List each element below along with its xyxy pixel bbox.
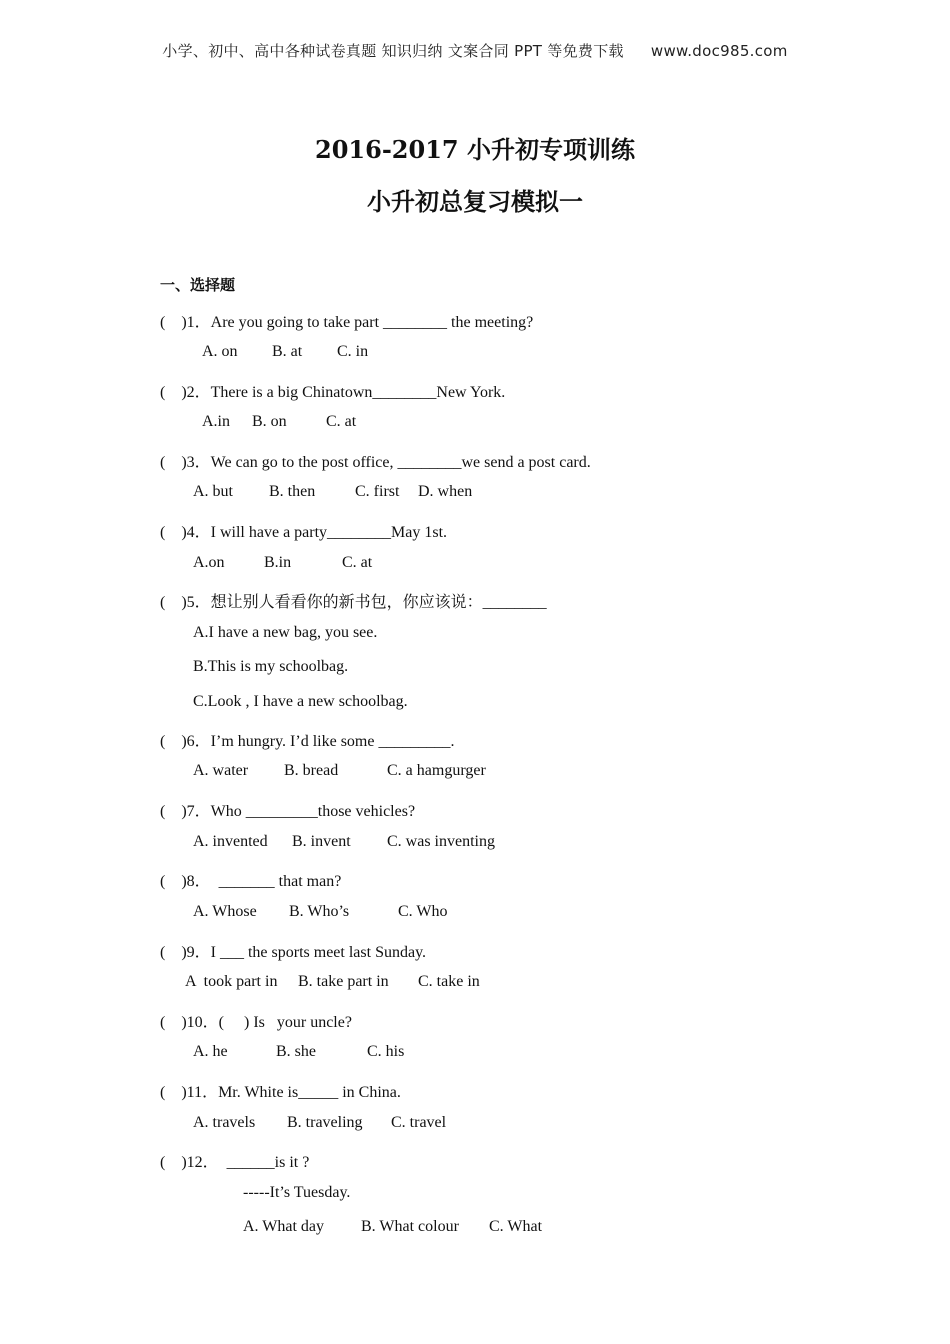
question-12-option: B. What colour: [361, 1218, 459, 1235]
question-11-option: A. travels: [193, 1114, 256, 1131]
doc-title: 2016-2017 小升初专项训练: [315, 135, 635, 164]
question-3: ( )3．We can go to the post office, ________we send a post card.: [160, 454, 591, 471]
question-6: ( )6．I’m hungry. I’d like some _________.: [160, 733, 455, 750]
question-8: ( )8． _______ that man?: [160, 873, 342, 890]
question-2: ( )2．There is a big Chinatown________New York.: [160, 384, 506, 401]
doc-subtitle: 小升初总复习模拟一: [367, 187, 583, 216]
question-5-option: B.This is my schoolbag.: [193, 658, 349, 675]
question-12: ( )12． ______is it ?: [160, 1154, 310, 1171]
question-4-option: A.on: [193, 554, 225, 571]
question-3-option: D. when: [418, 483, 473, 500]
question-12-answer-line: -----It’s Tuesday.: [243, 1184, 351, 1201]
question-3-option: C. first: [355, 483, 400, 500]
question-5-option: A.I have a new bag, you see.: [193, 624, 378, 641]
question-1-option: A. on: [202, 343, 238, 360]
question-10-option: A. he: [193, 1043, 228, 1060]
question-11-option: B. traveling: [287, 1114, 363, 1131]
header-site: www.doc985.com: [650, 42, 788, 60]
question-1: ( )1．Are you going to take part ________ the meeting?: [160, 314, 534, 331]
question-10: ( )10．( ) Is your uncle?: [160, 1014, 352, 1031]
question-10-option: B. she: [276, 1043, 316, 1060]
question-7: ( )7．Who _________those vehicles?: [160, 803, 416, 820]
question-8-option: C. Who: [398, 903, 448, 920]
page-header: [0, 40, 950, 61]
question-6-option: B. bread: [284, 762, 339, 779]
question-11: ( )11．Mr. White is_____ in China.: [160, 1084, 401, 1101]
question-4-option: B.in: [264, 554, 292, 571]
question-7-option: B. invent: [292, 833, 351, 850]
question-8-option: B. Who’s: [289, 903, 350, 920]
question-1-option: B. at: [272, 343, 303, 360]
question-9: ( )9．I ___ the sports meet last Sunday.: [160, 944, 427, 961]
question-5: ( )5．想让别人看看你的新书包，你应该说：________: [160, 594, 547, 611]
question-3-option: A. but: [193, 483, 233, 500]
question-7-option: A. invented: [193, 833, 268, 850]
question-12-option: C. What: [489, 1218, 543, 1235]
question-12-option: A. What day: [243, 1218, 325, 1235]
section-heading: 一、选择题: [160, 276, 236, 294]
question-6-option: A. water: [193, 762, 249, 779]
question-9-option: C. take in: [418, 973, 480, 990]
question-10-option: C. his: [367, 1043, 405, 1060]
header-text: 小学、初中、高中各种试卷真题 知识归纳 文案合同 PPT 等免费下载: [162, 42, 624, 60]
question-3-option: B. then: [269, 483, 316, 500]
question-2-option: B. on: [252, 413, 287, 430]
question-8-option: A. Whose: [193, 903, 257, 920]
question-7-option: C. was inventing: [387, 833, 495, 850]
question-2-option: C. at: [326, 413, 357, 430]
question-11-option: C. travel: [391, 1114, 447, 1131]
question-9-option: A took part in: [185, 973, 278, 990]
question-4: ( )4．I will have a party________May 1st.: [160, 524, 448, 541]
question-1-option: C. in: [337, 343, 369, 360]
question-9-option: B. take part in: [298, 973, 389, 990]
question-6-option: C. a hamgurger: [387, 762, 486, 779]
question-5-option: C.Look , I have a new schoolbag.: [193, 693, 408, 710]
question-4-option: C. at: [342, 554, 373, 571]
question-2-option: A.in: [202, 413, 230, 430]
